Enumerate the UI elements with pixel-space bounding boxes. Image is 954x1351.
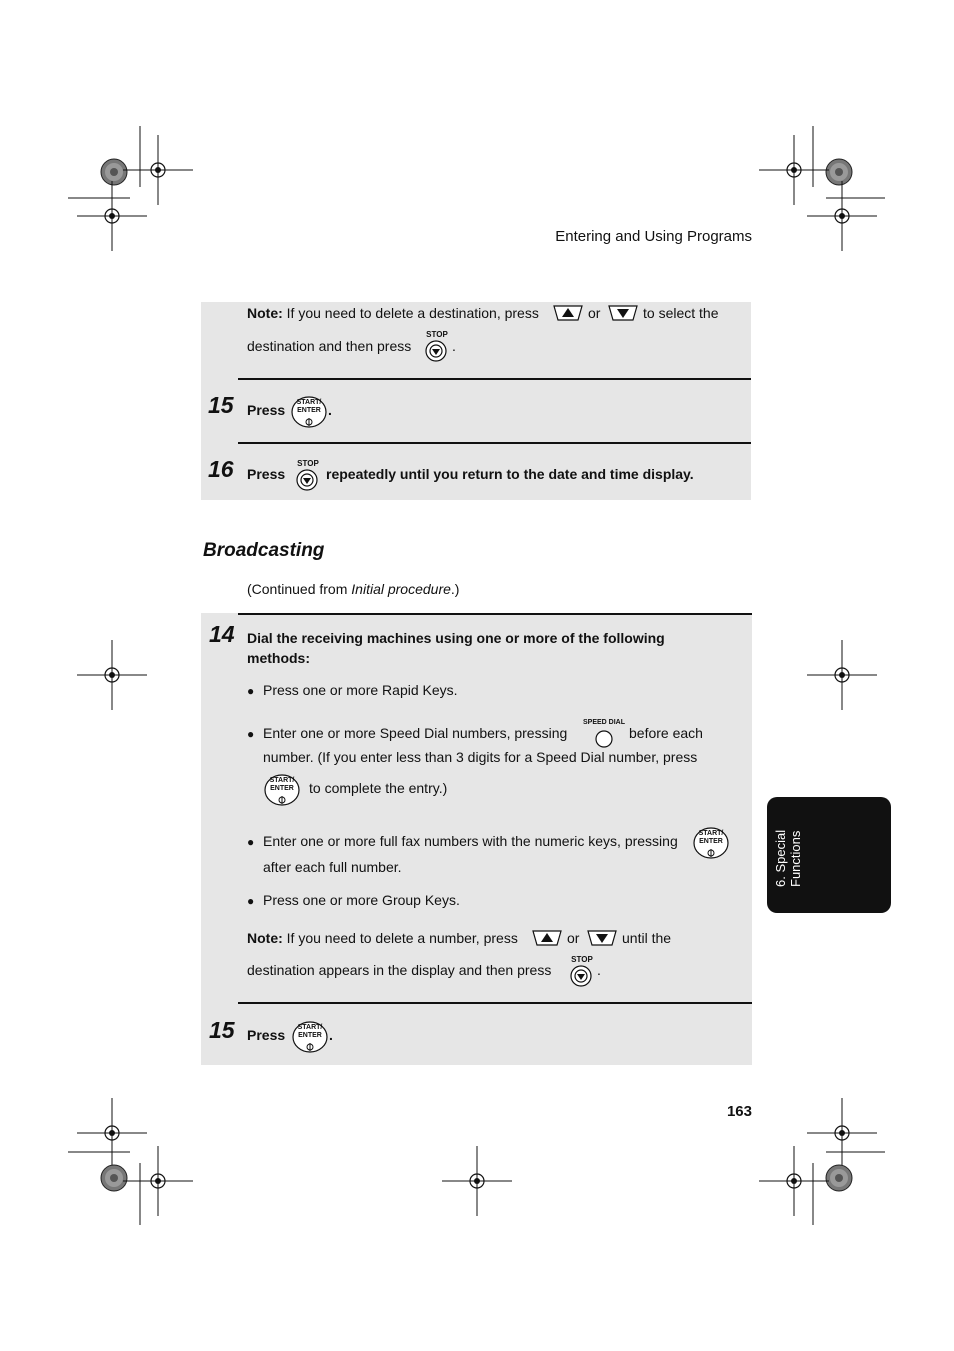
color-wheel-mark-icon [826, 159, 852, 185]
note-text-c: destination and then press [247, 338, 412, 354]
color-wheel-mark-icon [101, 159, 127, 185]
note-end: . [597, 962, 601, 978]
start-enter-key-icon [291, 1020, 329, 1059]
section-title: Broadcasting [203, 540, 325, 561]
divider [238, 1002, 752, 1004]
registration-mark-icon [807, 181, 877, 251]
registration-mark-icon [442, 1146, 512, 1216]
chapter-tab-label: 6. Special Functions [773, 829, 803, 887]
down-arrow-key-icon [607, 304, 639, 327]
bullet-speed-dial: Enter one or more Speed Dial numbers, pressing [263, 725, 568, 741]
continued-note: (Continued from Initial procedure.) [247, 581, 460, 597]
chapter-tab[interactable] [767, 797, 891, 913]
running-header: Entering and Using Programs [555, 228, 752, 245]
color-wheel-mark-icon [826, 1165, 852, 1191]
up-arrow-key-icon [552, 304, 584, 327]
bullet-full-fax: Enter one or more full fax numbers with the numeric keys, pressing [263, 833, 678, 849]
note-text-b: to select the [643, 305, 719, 321]
stop-key-label: STOP [297, 459, 319, 468]
registration-mark-icon [759, 135, 829, 205]
divider [238, 378, 751, 380]
step-title-line1: Dial the receiving machines using one or more of the following [247, 630, 665, 646]
step-title-line2: methods: [247, 650, 310, 666]
step-number: 16 [208, 456, 234, 482]
registration-mark-icon [77, 640, 147, 710]
stop-key-icon [423, 330, 451, 364]
step-number: 15 [209, 1017, 235, 1043]
step-number: 15 [208, 392, 234, 418]
step-text: Press [247, 402, 286, 418]
start-enter-key-icon [263, 773, 301, 812]
step-number: 14 [209, 621, 235, 647]
registration-mark-icon [123, 135, 193, 205]
note-label: Note: [247, 305, 283, 321]
bullet-speed-dial-b: before each [629, 725, 703, 741]
start-enter-key-icon [692, 826, 730, 865]
divider [238, 613, 752, 615]
step-text: Press [247, 466, 286, 482]
speed-dial-key-label: SPEED DIAL [583, 719, 626, 726]
registration-mark-icon [77, 1098, 147, 1168]
registration-mark-icon [123, 1146, 193, 1216]
divider [238, 442, 751, 444]
stop-key-icon [294, 459, 322, 493]
note-label: Note: [247, 930, 283, 946]
stop-key-icon [568, 955, 596, 989]
registration-mark-icon [759, 1146, 829, 1216]
bullet-marker: ● [247, 684, 255, 698]
bullet-group-keys: Press one or more Group Keys. [263, 892, 460, 908]
up-arrow-key-icon [531, 929, 563, 952]
step-text-b: repeatedly until you return to the date and time display. [326, 466, 694, 482]
step-end: . [329, 1027, 333, 1043]
start-key-label: START/ ENTER [297, 1024, 323, 1039]
start-key-label: START/ ENTER [296, 399, 322, 414]
note-text: If you need to delete a number, press [286, 930, 518, 946]
bullet-marker: ● [247, 835, 255, 849]
bullet-full-fax-b: after each full number. [263, 859, 402, 875]
bullet-marker: ● [247, 727, 255, 741]
or-text: or [588, 305, 601, 321]
registration-mark-icon [77, 181, 147, 251]
stop-key-label: STOP [426, 330, 448, 339]
page-number: 163 [726, 1103, 752, 1120]
start-key-label: START/ ENTER [698, 830, 724, 845]
or-text: or [567, 930, 580, 946]
note-end: . [452, 338, 456, 354]
stop-key-label: STOP [571, 955, 593, 964]
bullet-marker: ● [247, 894, 255, 908]
start-enter-key-icon [290, 395, 328, 434]
registration-mark-icon [807, 640, 877, 710]
speed-dial-key-icon [583, 719, 625, 749]
step-text: Press [247, 1027, 286, 1043]
bullet-speed-dial-c: number. (If you enter less than 3 digits for a Speed Dial number, press [263, 749, 698, 765]
top-note [247, 303, 539, 323]
bottom-note [247, 928, 518, 948]
step-end: . [328, 402, 332, 418]
note-text-b: until the [622, 930, 672, 946]
bullet-rapid-keys: Press one or more Rapid Keys. [263, 682, 458, 698]
registration-mark-icon [807, 1098, 877, 1168]
start-key-label: START/ ENTER [269, 777, 295, 792]
down-arrow-key-icon [586, 929, 618, 952]
note-text: If you need to delete a destination, press [286, 305, 539, 321]
bullet-speed-dial-d: to complete the entry.) [309, 780, 448, 796]
color-wheel-mark-icon [101, 1165, 127, 1191]
note-text-c: destination appears in the display and then press [247, 962, 552, 978]
